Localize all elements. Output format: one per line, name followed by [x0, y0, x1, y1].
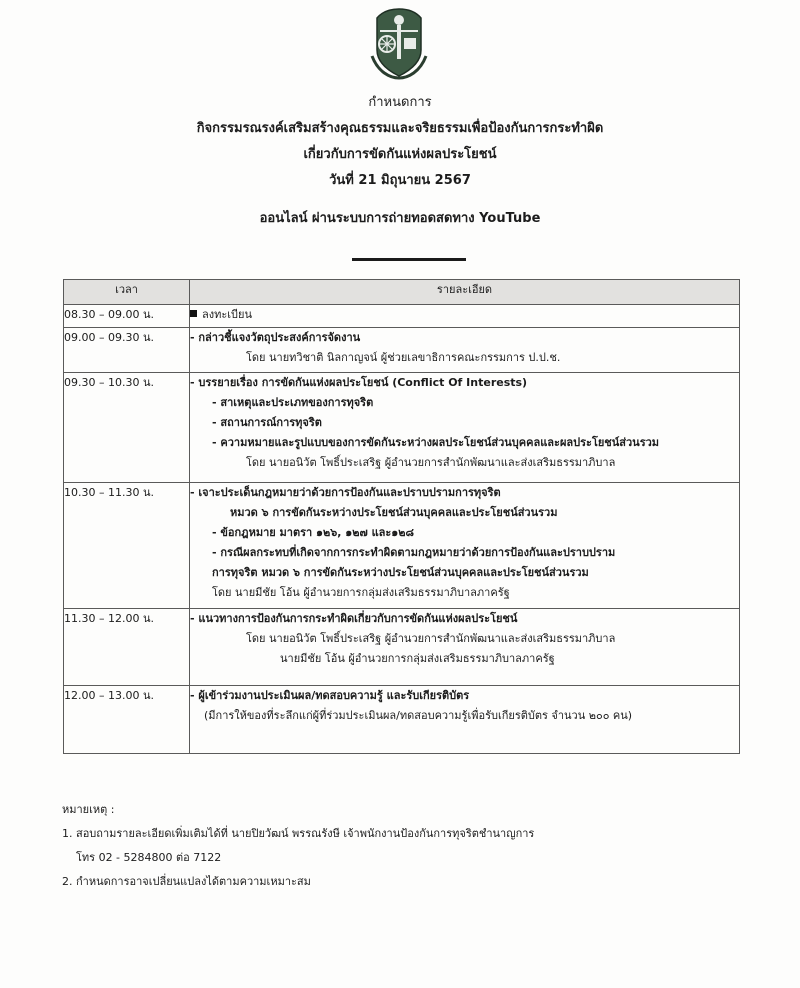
detail-column-header: รายละเอียด [190, 280, 740, 305]
bullet-square-icon [190, 310, 197, 317]
detail-line: นายมีชัย โอ้น ผู้อำนวยการกลุ่มส่งเสริมธรรมาภิบาลภาครัฐ [280, 652, 555, 665]
notes-section [62, 798, 534, 894]
detail-cell [190, 328, 740, 373]
detail-line: โดย นายอนิวัต โพธิ์ประเสริฐ ผู้อำนวยการสำนักพัฒนาและส่งเสริมธรรมาภิบาล [246, 632, 616, 645]
detail-line: - บรรยายเรื่อง การขัดกันแห่งผลประโยชน์ (Conflict Of Interests) [190, 376, 528, 389]
detail-line: - เจาะประเด็นกฎหมายว่าด้วยการป้องกันและปราบปรามการทุจริต [190, 486, 501, 499]
event-title-line1: กิจกรรมรณรงค์เสริมสร้างคุณธรรมและจริยธรรมเพื่อป้องกันการกระทำผิด [196, 121, 604, 136]
detail-line: โดย นายอนิวัต โพธิ์ประเสริฐ ผู้อำนวยการสำนักพัฒนาและส่งเสริมธรรมาภิบาล [246, 456, 616, 469]
time-cell: 09.30 – 10.30 น. [64, 373, 190, 483]
detail-cell [190, 686, 740, 754]
detail-line: หมวด ๖ การขัดกันระหว่างประโยชน์ส่วนบุคคลและประโยชน์ส่วนรวม [230, 506, 558, 519]
detail-line: โดย นายทวิชาติ นิลกาญจน์ ผู้ช่วยเลขาธิการคณะกรรมการ ป.ป.ช. [246, 351, 561, 364]
time-cell: 08.30 – 09.00 น. [64, 305, 190, 328]
detail-line: โดย นายมีชัย โอ้น ผู้อำนวยการกลุ่มส่งเสริมธรรมาภิบาลภาครัฐ [212, 586, 510, 599]
doc-title: กำหนดการ [368, 95, 432, 110]
note-item: โทร 02 - 5284800 ต่อ 7122 [76, 851, 222, 864]
agency-emblem-icon [364, 6, 434, 80]
detail-line: การทุจริต หมวด ๖ การขัดกันระหว่างประโยชน์ส่วนบุคคลและประโยชน์ส่วนรวม [212, 566, 589, 579]
table-row [64, 373, 740, 483]
note-item: 2. กำหนดการอาจเปลี่ยนแปลงได้ตามความเหมาะสม [62, 875, 311, 888]
detail-cell [190, 305, 740, 328]
detail-cell [190, 373, 740, 483]
detail-line: (มีการให้ของที่ระลึกแก่ผู้ที่ร่วมประเมินผล/ทดสอบความรู้เพื่อรับเกียรติบัตร จำนวน ๒๐๐ คน) [204, 709, 633, 722]
time-cell: 09.00 – 09.30 น. [64, 328, 190, 373]
time-column-header: เวลา [64, 280, 190, 305]
detail-line: - กรณีผลกระทบที่เกิดจากการกระทำผิดตามกฎหมายว่าด้วยการป้องกันและปราบปราม [212, 546, 616, 559]
event-venue: ออนไลน์ ผ่านระบบการถ่ายทอดสดทาง YouTube [259, 211, 541, 226]
detail-line: ลงทะเบียน [202, 308, 252, 321]
notes-title: หมายเหตุ : [62, 803, 115, 816]
table-header-row [64, 280, 740, 305]
event-date: วันที่ 21 มิถุนายน 2567 [329, 173, 471, 188]
detail-cell [190, 609, 740, 686]
time-cell: 10.30 – 11.30 น. [64, 483, 190, 609]
detail-line: - ข้อกฎหมาย มาตรา ๑๒๖, ๑๒๗ และ๑๒๘ [212, 526, 415, 539]
event-title-line2: เกี่ยวกับการขัดกันแห่งผลประโยชน์ [303, 147, 497, 162]
note-item: 1. สอบถามรายละเอียดเพิ่มเติมได้ที่ นายปิยวัฒน์ พรรณรังษี เจ้าพนักงานป้องกันการทุจริตชำนาญการ [62, 827, 535, 840]
detail-line: - สถานการณ์การทุจริต [212, 416, 322, 429]
table-row [64, 686, 740, 754]
time-cell: 11.30 – 12.00 น. [64, 609, 190, 686]
table-row [64, 609, 740, 686]
table-row [64, 328, 740, 373]
table-row [64, 483, 740, 609]
detail-cell [190, 483, 740, 609]
title-divider [352, 258, 466, 261]
detail-line: - กล่าวชี้แจงวัตถุประสงค์การจัดงาน [190, 331, 361, 344]
schedule-table [63, 279, 740, 754]
detail-line: - แนวทางการป้องกันการกระทำผิดเกี่ยวกับการขัดกันแห่งผลประโยชน์ [190, 612, 518, 625]
time-cell: 12.00 – 13.00 น. [64, 686, 190, 754]
detail-line: - ผู้เข้าร่วมงานประเมินผล/ทดสอบความรู้ และรับเกียรติบัตร [190, 689, 470, 702]
detail-line: - ความหมายและรูปแบบของการขัดกันระหว่างผลประโยชน์ส่วนบุคคลและผลประโยชน์ส่วนรวม [212, 436, 660, 449]
detail-line: - สาเหตุและประเภทของการทุจริต [212, 396, 374, 409]
table-row [64, 305, 740, 328]
